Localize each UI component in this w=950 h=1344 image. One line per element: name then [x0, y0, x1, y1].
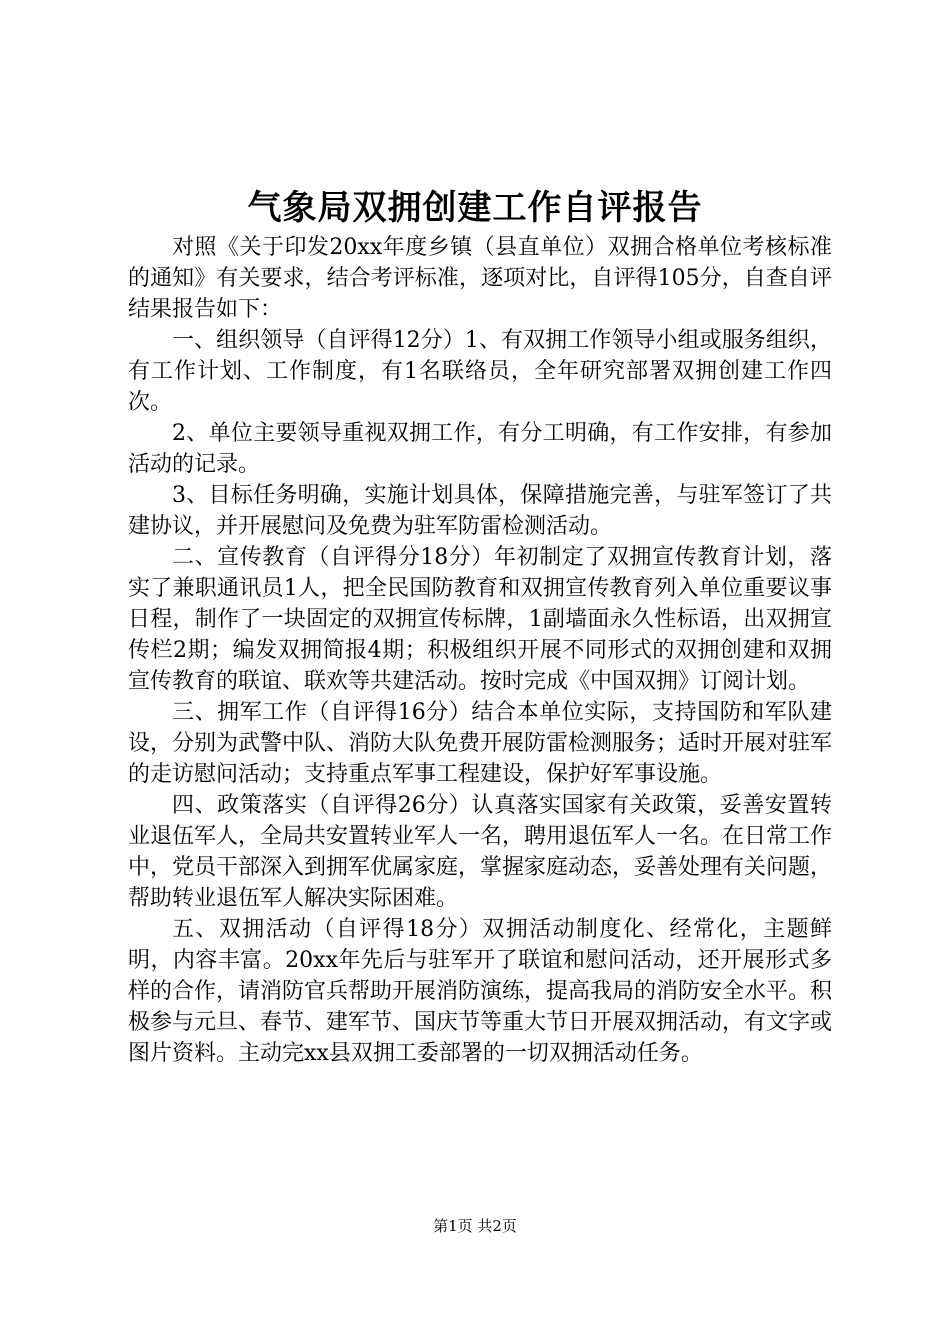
document-body	[128, 232, 832, 1069]
paragraph-organization: 一、组织领导（自评得12分）1、有双拥工作领导小组或服务组织，有工作计划、工作制度，有1名联络员，全年研究部署双拥创建工作四次。	[128, 328, 832, 415]
paragraph-goals: 3、目标任务明确，实施计划具体，保障措施完善，与驻军签订了共建协议，并开展慰问及免费为驻军防雷检测活动。	[128, 483, 832, 539]
page-footer: 第1页 共2页	[433, 1217, 517, 1235]
paragraph-leadership: 2、单位主要领导重视双拥工作，有分工明确，有工作安排，有参加活动的记录。	[128, 421, 832, 477]
paragraph-policy: 四、政策落实（自评得26分）认真落实国家有关政策，妥善安置转业退伍军人，全局共安置转业军人一名，聘用退伍军人一名。在日常工作中，党员干部深入到拥军优属家庭，掌握家庭动态，妥善处理有关问题，帮助转业退伍军人解决实际困难。	[128, 793, 833, 911]
document-title: 气象局双拥创建工作自评报告	[247, 188, 703, 228]
paragraph-army-support: 三、拥军工作（自评得16分）结合本单位实际，支持国防和军队建设，分别为武警中队、消防大队免费开展防雷检测服务；适时开展对驻军的走访慰问活动；支持重点军事工程建设，保护好军事设施。	[128, 700, 833, 787]
paragraph-intro: 对照《关于印发20xx年度乡镇（县直单位）双拥合格单位考核标准的通知》有关要求，结合考评标准，逐项对比，自评得105分，自查自评结果报告如下：	[128, 235, 832, 322]
paragraph-activities: 五、双拥活动（自评得18分）双拥活动制度化、经常化，主题鲜明，内容丰富。20xx年先后与驻军开了联谊和慰问活动，还开展形式多样的合作，请消防官兵帮助开展消防演练，提高我局的消防安全水平。积极参与元旦、春节、建军节、国庆节等重大节日开展双拥活动，有文字或图片资料。主动完xx县双拥工委部署的一切双拥活动任务。	[128, 917, 833, 1066]
paragraph-publicity: 二、宣传教育（自评得分18分）年初制定了双拥宣传教育计划，落实了兼职通讯员1人，把全民国防教育和双拥宣传教育列入单位重要议事日程，制作了一块固定的双拥宣传标牌，1副墙面永久性标语，出双拥宣传栏2期；编发双拥简报4期；积极组织开展不同形式的双拥创建和双拥宣传教育的联谊、联欢等共建活动。按时完成《中国双拥》订阅计划。	[128, 545, 832, 694]
